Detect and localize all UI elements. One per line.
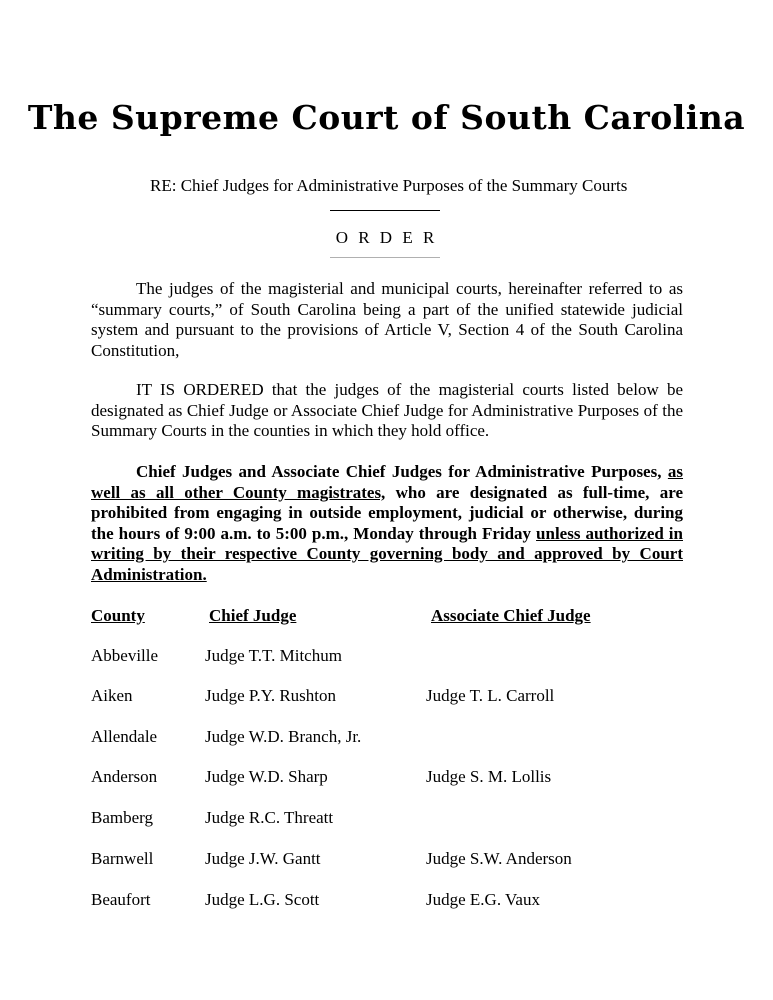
restriction-text-2-underlined: as well as all other County magistrates, [91,462,684,502]
title-divider [330,210,440,211]
county-cell: Beaufort [91,890,151,909]
chief-judge-cell: Judge L.G. Scott [205,890,320,909]
county-cell: Bamberg [91,808,154,827]
restriction-text-3: who are designated as full-time, are prohibited from engaging in outside employment, judicial or otherwise, during the hours of 9:00 a.m. to 5:00 p.m., Monday through Friday [91,482,683,543]
column-header-chief-judge: Chief Judge [209,606,297,625]
county-cell: Aiken [91,686,133,705]
chief-judge-cell: Judge W.D. Sharp [205,767,328,786]
county-cell: Allendale [91,727,158,746]
associate-chief-judge-cell: Judge E.G. Vaux [426,890,540,909]
restriction-text-4-underlined: unless authorized in writing by their respective County governing body and approved by Court Administration. [91,523,683,584]
county-cell: Barnwell [91,849,154,868]
chief-judge-cell: Judge T.T. Mitchum [205,646,342,665]
associate-chief-judge-cell: Judge T. L. Carroll [426,686,555,705]
chief-judge-cell: Judge P.Y. Rushton [205,686,336,705]
order-divider [330,257,440,258]
county-cell: Abbeville [91,646,159,665]
column-header-county: County [91,606,145,625]
chief-judge-cell: Judge W.D. Branch, Jr. [205,727,362,746]
court-title: The Supreme Court of South Carolina [27,98,746,137]
ordered-paragraph: IT IS ORDERED that the judges of the magisterial courts listed below be designated as Chief Judge or Associate Chief Judge for Administrative Purposes of the Summary Courts in the counties in which they hold office. [91,380,683,440]
chief-judge-cell: Judge R.C. Threatt [205,808,334,827]
chief-judge-cell: Judge J.W. Gantt [205,849,321,868]
associate-chief-judge-cell: Judge S. M. Lollis [426,767,552,786]
restriction-text-1: Chief Judges and Associate Chief Judges for Administrative Purposes, [136,462,662,481]
employment-restriction-paragraph [91,462,683,585]
order-heading: O R D E R [335,228,438,247]
re-line: RE: Chief Judges for Administrative Purposes of the Summary Courts [150,176,628,195]
associate-chief-judge-cell: Judge S.W. Anderson [426,849,572,868]
preamble-paragraph: The judges of the magisterial and municipal courts, hereinafter referred to as “summary courts,” of South Carolina being a part of the unified statewide judicial system and pursuant to the provisions of Article V, Section 4 of the South Carolina Constitution, [91,279,683,360]
column-header-associate-chief-judge: Associate Chief Judge [431,606,591,625]
county-cell: Anderson [91,767,158,786]
